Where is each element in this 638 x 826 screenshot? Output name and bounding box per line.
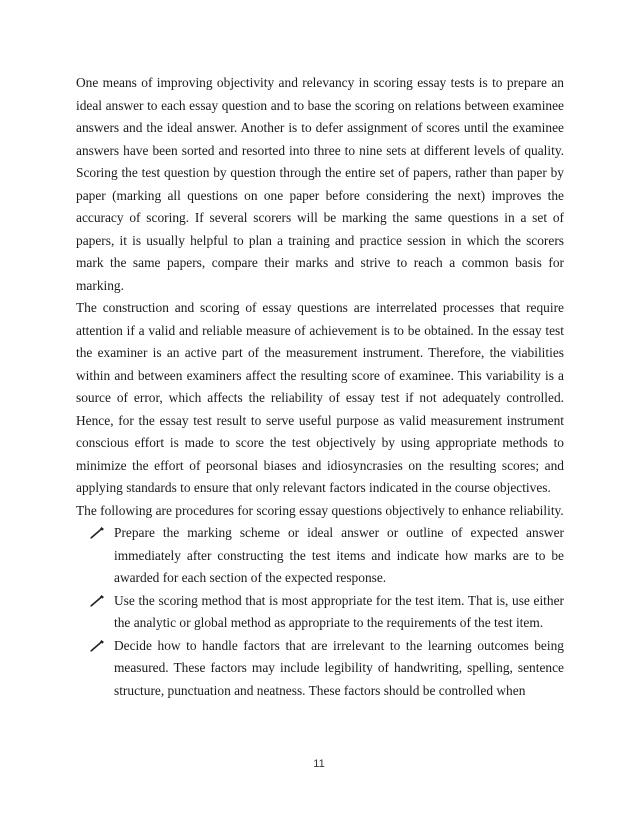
paragraph-procedures-intro: The following are procedures for scoring essay questions objectively to enhance reliability.	[76, 502, 564, 518]
procedure-text: Use the scoring method that is most appropriate for the test item. That is, use either the analytic or global method as appropriate to the requirements of the test item.	[114, 592, 564, 630]
pencil-icon	[88, 594, 106, 608]
procedure-text: Prepare the marking scheme or ideal answer or outline of expected answer immediately after constructing the test items and indicate how marks are to be awarded for each section of the expected response.	[114, 525, 564, 585]
list-item	[114, 590, 564, 635]
pencil-icon	[88, 526, 106, 540]
page-body	[76, 72, 564, 702]
pencil-icon	[88, 639, 106, 653]
paragraph-ideal-answer: One means of improving objectivity and relevancy in scoring essay tests is to prepare an ideal answer to each essay question and to base the scoring on relations between examinee answers and the ideal answer. Another is to defer assignment of scores until the examinee answers have been sorted and resorted into three to nine sets at different levels of quality. Scoring the test question by question through the entire set of papers, rather than paper by paper (marking all questions on one paper before considering the next) improves the accuracy of scoring. If several scorers will be marking the same questions in a set of papers, it is usually helpful to plan a training and practice session in which the scorers mark the same papers, compare their marks and strive to reach a common basis for marking.	[76, 75, 564, 293]
procedure-text: Decide how to handle factors that are irrelevant to the learning outcomes being measured. These factors may include legibility of handwriting, spelling, sentence structure, punctuation and neatness. These factors should be controlled when	[114, 637, 564, 698]
page-number: 11	[313, 758, 325, 770]
paragraph-construction-scoring: The construction and scoring of essay questions are interrelated processes that require attention if a valid and reliable measure of achievement is to be obtained. In the essay test the examiner is an active part of the measurement instrument. Therefore, the viabilities within and between examiners affect the resulting score of examinee. This variability is a source of error, which affects the reliability of essay test if not adequately controlled. Hence, for the essay test result to serve useful purpose as valid measurement instrument conscious effort is made to score the test objectively by using appropriate methods to minimize the effort of peorsonal biases and idiosyncrasies on the resulting scores; and applying standards to ensure that only relevant factors indicated in the course objectives.	[76, 300, 564, 495]
list-item	[114, 635, 564, 703]
procedures-list	[76, 522, 564, 702]
list-item	[114, 522, 564, 590]
